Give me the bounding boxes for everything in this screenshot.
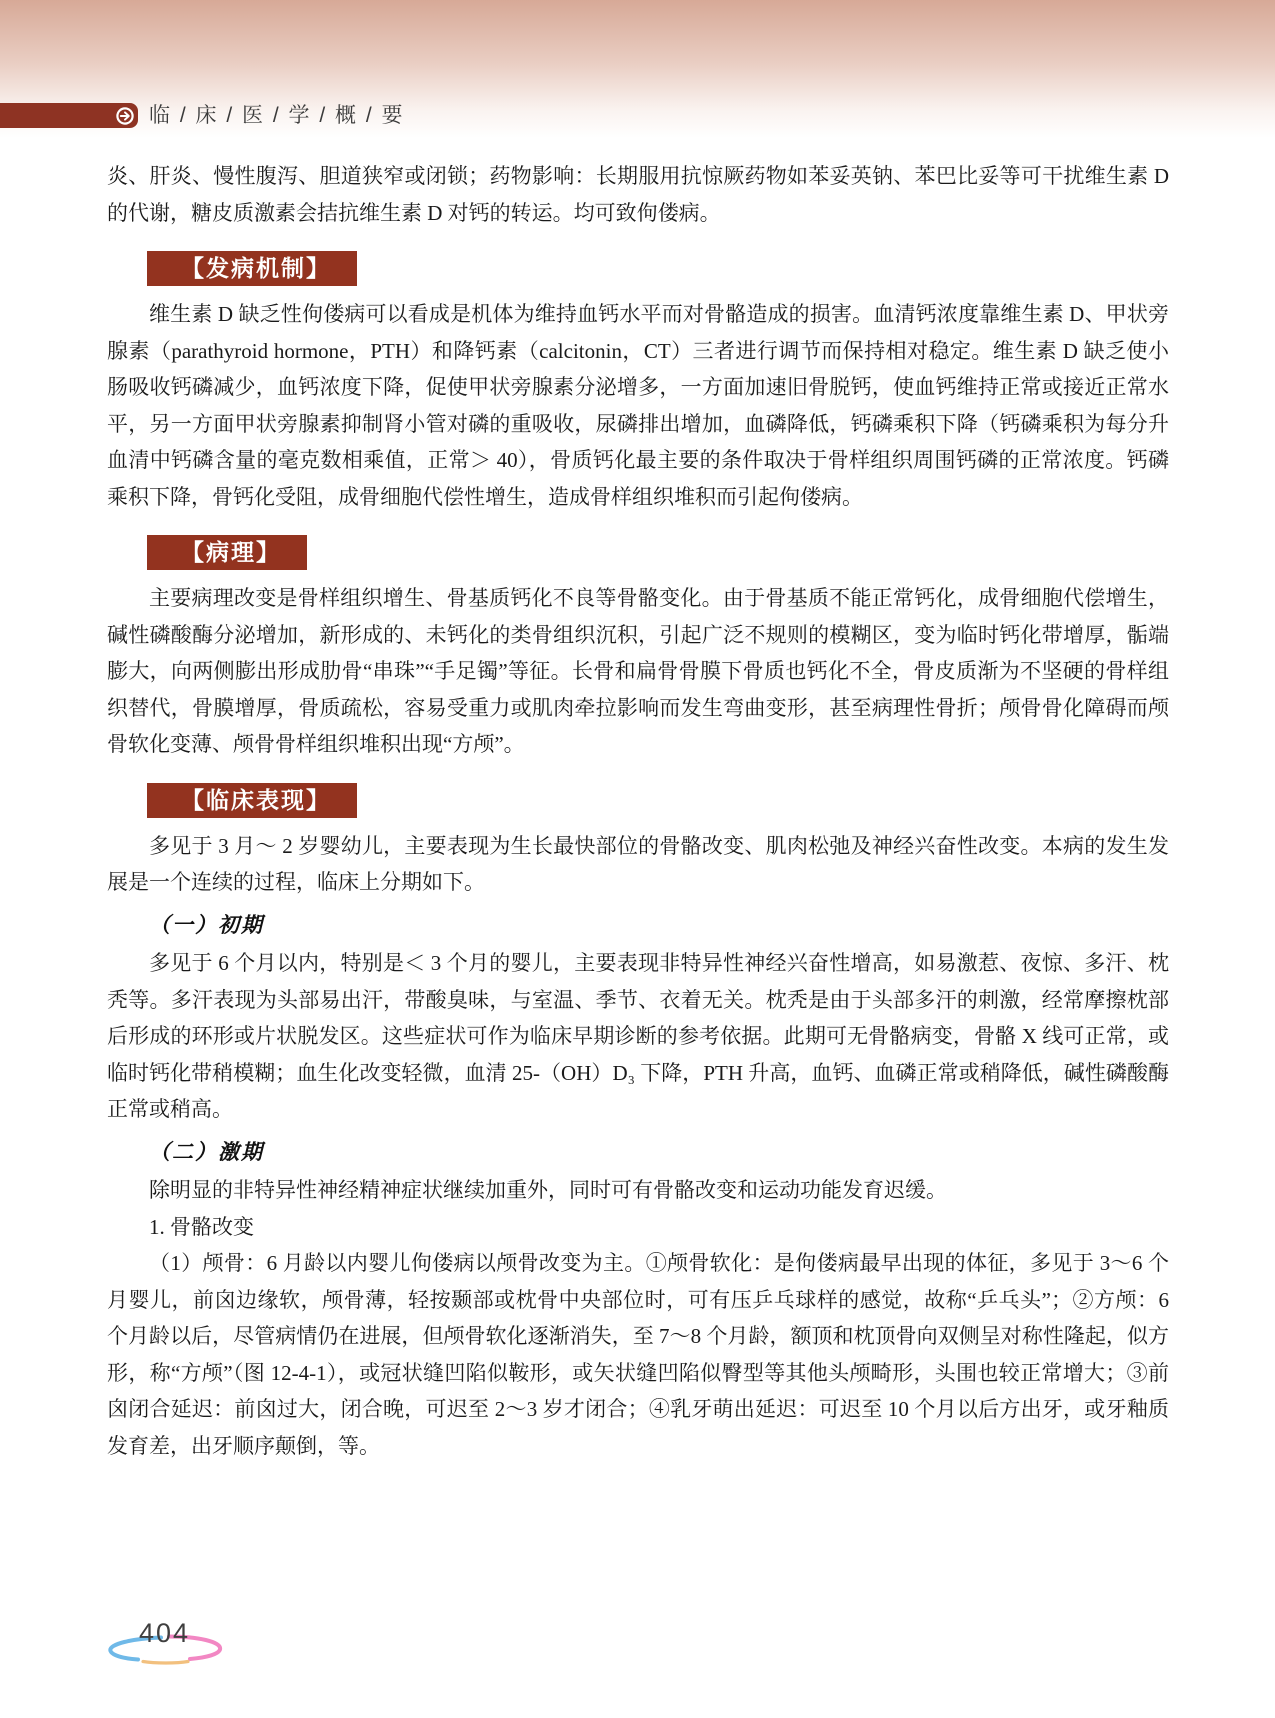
subsection-heading-initial-stage: （一）初期 [149, 912, 264, 937]
paragraph-pathogenesis: 维生素 D 缺乏性佝偻病可以看成是机体为维持血钙水平而对骨骼造成的损害。血清钙浓度靠维生素 D、甲状旁腺素（parathyroid hormone，PTH）和降钙素（calcitonin，CT）三者进行调节而保持相对稳定。维生素 D 缺乏使小肠吸收钙磷减少，血钙浓度下降，促使甲状旁腺素分泌增多，一方面加速旧骨脱钙，使血钙维持正常或接近正常水平，另一方面甲状旁腺素抑制肾小管对磷的重吸收，尿磷排出增加，血磷降低，钙磷乘积下降（钙磷乘积为每分升血清中钙磷含量的毫克数相乘值，正常＞ 40），骨质钙化最主要的条件取决于骨样组织周围钙磷的正常浓度。钙磷乘积下降，骨钙化受阻，成骨细胞代偿性增生，造成骨样组织堆积而引起佝偻病。 [107, 302, 1169, 509]
header-bar [0, 103, 138, 128]
section-heading-clinical-manifestations: 【临床表现】 [147, 783, 357, 818]
page-header [0, 103, 1275, 129]
paragraph-skeletal-changes-title: 1. 骨骼改变 [149, 1214, 254, 1239]
book-title: 临 / 床 / 医 / 学 / 概 / 要 [149, 104, 405, 127]
subsection-heading-active-stage: （二）激期 [149, 1139, 264, 1164]
page-footer [103, 1618, 243, 1674]
page-number: 404 [139, 1618, 191, 1648]
section-heading-pathology: 【病理】 [147, 535, 307, 570]
paragraph-skull-changes: （1）颅骨：6 月龄以内婴儿佝偻病以颅骨改变为主。①颅骨软化：是佝偻病最早出现的体征，多见于 3～6 个月婴儿，前囟边缘软，颅骨薄，轻按颞部或枕骨中央部位时，可有压乒乓球样的感觉，故称“乒乓头”；②方颅：6 个月龄以后，尽管病情仍在进展，但颅骨软化逐渐消失，至 7～8 个月龄，额顶和枕顶骨向双侧呈对称性隆起，似方形，称“方颅”（图 12-4-1），或冠状缝凹陷似鞍形，或矢状缝凹陷似臀型等其他头颅畸形，头围也较正常增大；③前囟闭合延迟：前囟过大，闭合晚，可迟至 2～3 岁才闭合；④乳牙萌出延迟：可迟至 10 个月以后方出牙，或牙釉质发育差，出牙顺序颠倒，等。 [107, 1251, 1169, 1458]
paragraph-pathology: 主要病理改变是骨样组织增生、骨基质钙化不良等骨骼变化。由于骨基质不能正常钙化，成骨细胞代偿增生，碱性磷酸酶分泌增加，新形成的、未钙化的类骨组织沉积，引起广泛不规则的模糊区，变为临时钙化带增厚，骺端膨大，向两侧膨出形成肋骨“串珠”“手足镯”等征。长骨和扁骨骨膜下骨质也钙化不全，骨皮质渐为不坚硬的骨样组织替代，骨膜增厚，骨质疏松，容易受重力或肌肉牵拉影响而发生弯曲变形，甚至病理性骨折；颅骨骨化障碍而颅骨软化变薄、颅骨骨样组织堆积出现“方颅”。 [107, 586, 1169, 756]
paragraph-active-stage-intro: 除明显的非特异性神经精神症状继续加重外，同时可有骨骼改变和运动功能发育迟缓。 [149, 1178, 947, 1202]
paragraph-initial-stage: 多见于 6 个月以内，特别是＜ 3 个月的婴儿，主要表现非特异性神经兴奋性增高，如易激惹、夜惊、多汗、枕秃等。多汗表现为头部易出汗，带酸臭味，与室温、季节、衣着无关。枕秃是由于头部多汗的刺激，经常摩擦枕部后形成的环形或片状脱发区。这些症状可作为临床早期诊断的参考依据。此期可无骨骼病变，骨骼 X 线可正常，或临时钙化带稍模糊；血生化改变轻微，血清 25-（OH）D₃ 下降，PTH 升高，血钙、血磷正常或稍降低，碱性磷酸酶正常或稍高。 [107, 951, 1169, 1121]
section-heading-pathogenesis: 【发病机制】 [147, 251, 357, 286]
arrow-right-circle-icon [116, 107, 134, 125]
paragraph-clinical-intro: 多见于 3 月～ 2 岁婴幼儿，主要表现为生长最快部位的骨骼改变、肌肉松弛及神经兴奋性改变。本病的发生发展是一个连续的过程，临床上分期如下。 [107, 833, 1169, 894]
paragraph-continuation: 炎、肝炎、慢性腹泻、胆道狭窄或闭锁；药物影响：长期服用抗惊厥药物如苯妥英钠、苯巴比妥等可干扰维生素 D 的代谢，糖皮质激素会拮抗维生素 D 对钙的转运。均可致佝偻病。 [107, 164, 1169, 225]
page-content [107, 158, 1169, 1464]
